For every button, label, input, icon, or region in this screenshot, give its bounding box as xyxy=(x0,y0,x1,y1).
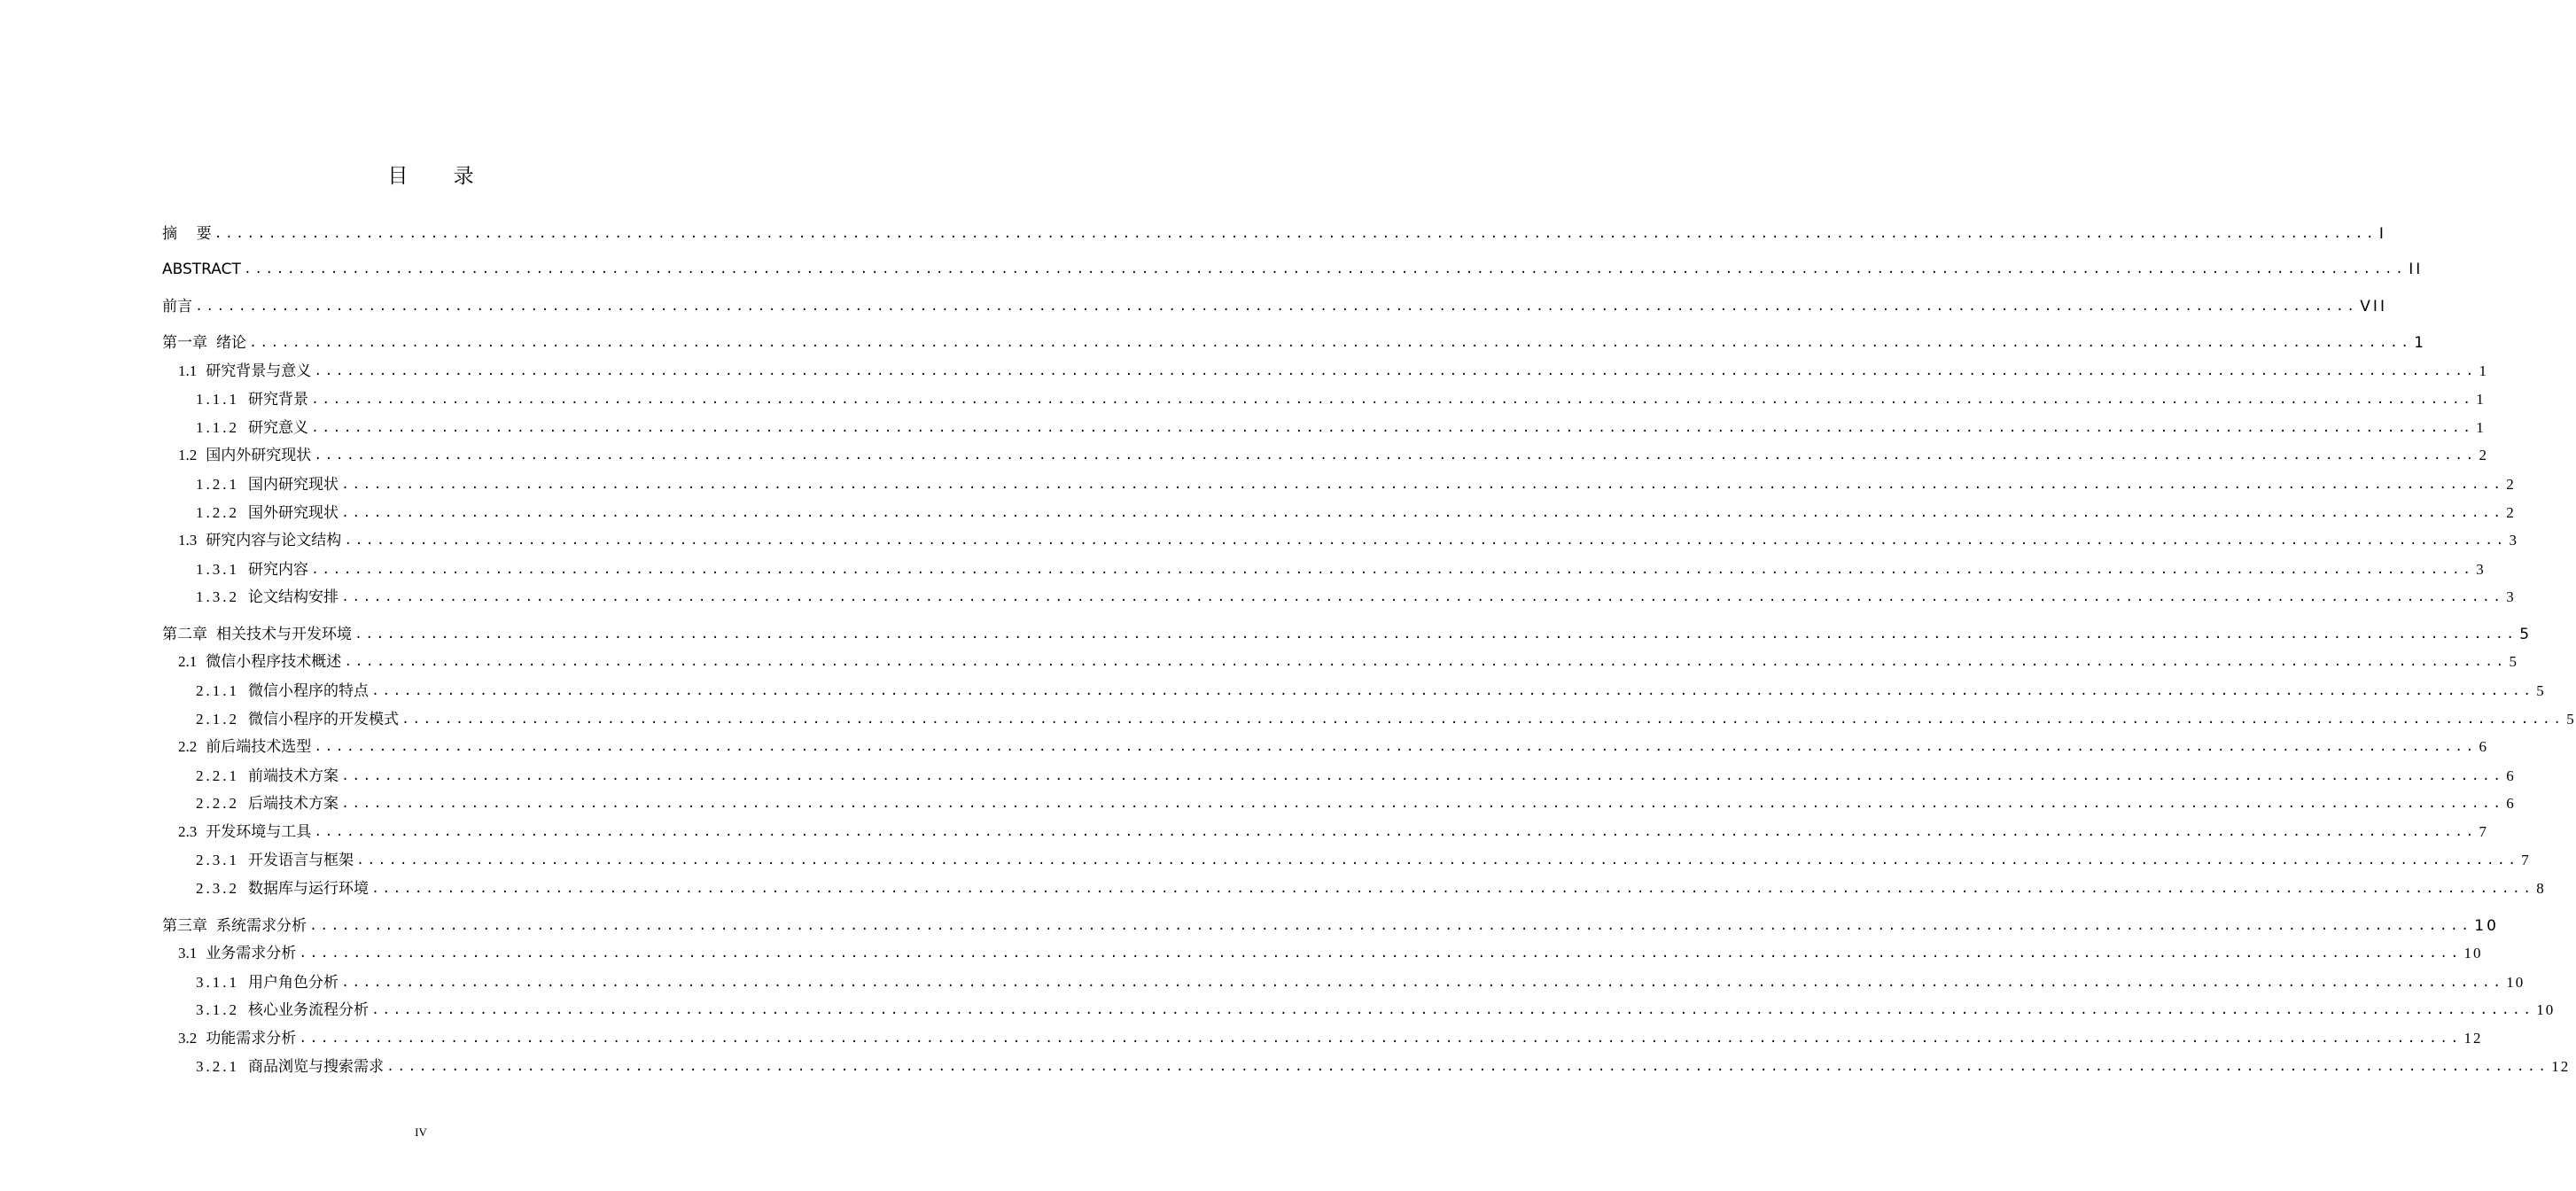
toc-entry-label: 摘 要 xyxy=(162,225,212,243)
toc-page-number: 3 xyxy=(2509,532,2519,549)
dot-leader: ........................................................................................................................................................................................................ xyxy=(311,563,2474,578)
toc-entry-label: 用户角色分析 xyxy=(248,974,339,991)
toc-entry-label: 系统需求分析 xyxy=(216,917,307,935)
toc-entry-label: 研究内容 xyxy=(248,561,308,578)
toc-entry-title xyxy=(196,997,369,1019)
toc-entry-title xyxy=(178,358,311,380)
dot-leader: ........................................................................................................................................................................................................ xyxy=(341,590,2504,605)
toc-entry-number: 2.1 xyxy=(178,653,198,670)
toc-page-number: 2 xyxy=(2506,504,2516,521)
toc-entry-title xyxy=(178,734,311,756)
toc-page-number: VII xyxy=(2360,298,2387,315)
toc-entry-label: 后端技术方案 xyxy=(248,795,339,812)
toc-entry-label: 研究背景与意义 xyxy=(206,362,312,379)
dot-leader: ........................................................................................................................................................................................................ xyxy=(341,478,2504,493)
toc-entry-number: 2.2.2 xyxy=(196,795,239,812)
toc-entry-label: 相关技术与开发环境 xyxy=(216,626,352,643)
toc-entry-number: 2.3 xyxy=(178,823,198,840)
toc-subsection-entry[interactable] xyxy=(196,998,2556,1019)
toc-entry-title xyxy=(162,221,212,243)
dot-leader: ........................................................................................................................................................................................................ xyxy=(341,506,2504,521)
toc-page-number: 3 xyxy=(2476,561,2486,578)
dot-leader: ........................................................................................................................................................................................................ xyxy=(341,769,2504,784)
toc-subsection-entry[interactable] xyxy=(196,707,2576,728)
toc-entry-label: 前后端技术选型 xyxy=(206,738,312,755)
dot-leader: ........................................................................................................................................................................................................ xyxy=(356,853,2519,868)
toc-page-number: 7 xyxy=(2521,852,2531,868)
toc-entry-title xyxy=(162,913,307,935)
toc-entry-title xyxy=(178,649,341,671)
toc-entry-label: ABSTRACT xyxy=(162,261,241,278)
toc-entry-title xyxy=(196,500,339,522)
toc-page-number: 10 xyxy=(2463,945,2483,961)
toc-page-number: 1 xyxy=(2414,334,2427,352)
toc-entry-title xyxy=(196,584,339,606)
toc-entry-number: 第一章 xyxy=(162,334,207,352)
toc-page-number: 12 xyxy=(2551,1058,2571,1075)
toc-entry-title xyxy=(162,261,241,278)
toc-entry-title xyxy=(162,621,352,643)
toc-entry-number: 2.2 xyxy=(178,738,198,755)
toc-entry-number: 3.1.2 xyxy=(196,1001,239,1018)
dot-leader: ........................................................................................................................................................................................................ xyxy=(243,262,2407,277)
toc-entry-title xyxy=(196,876,369,898)
toc-entry-label: 微信小程序技术概述 xyxy=(206,653,342,670)
toc-entry-label: 前言 xyxy=(162,298,192,315)
toc-page-number: 3 xyxy=(2506,588,2516,605)
dot-leader: ........................................................................................................................................................................................................ xyxy=(314,448,2477,463)
toc-entry-number: 1.2 xyxy=(178,447,198,463)
toc-entry-label: 开发环境与工具 xyxy=(206,823,312,840)
toc-entry-number: 2.3.2 xyxy=(196,880,239,897)
toc-entry-label: 功能需求分析 xyxy=(206,1030,297,1047)
toc-entry-label: 绪论 xyxy=(216,334,246,352)
toc-entry-title xyxy=(178,819,311,841)
toc-entry-number: 1.1.2 xyxy=(196,419,239,436)
toc-page-number: 1 xyxy=(2476,391,2486,408)
toc-entry-title xyxy=(196,415,308,437)
toc-entry-number: 1.3.2 xyxy=(196,588,239,605)
toc-entry-number: 1.1.1 xyxy=(196,391,239,408)
toc-entry-label: 微信小程序的开发模式 xyxy=(248,711,399,728)
dot-leader: ........................................................................................................................................................................................................ xyxy=(249,336,2412,351)
toc-subsection-entry[interactable] xyxy=(196,1055,2571,1076)
dot-leader: ........................................................................................................................................................................................................ xyxy=(314,740,2477,755)
toc-subsection-entry[interactable] xyxy=(196,970,2525,992)
dot-leader: ........................................................................................................................................................................................................ xyxy=(314,825,2477,840)
toc-page-number: 8 xyxy=(2536,880,2546,897)
toc-chapter-entry[interactable] xyxy=(162,331,2427,352)
toc-section-entry[interactable] xyxy=(178,941,2483,962)
toc-page-number: 6 xyxy=(2506,767,2516,784)
dot-leader: ........................................................................................................................................................................................................ xyxy=(344,655,2507,670)
toc-page-number: 6 xyxy=(2506,795,2516,812)
toc-entry-title xyxy=(162,330,246,352)
toc-entry-number: 3.1 xyxy=(178,945,198,961)
dot-leader: ........................................................................................................................................................................................................ xyxy=(371,1003,2534,1018)
dot-leader: ........................................................................................................................................................................................................ xyxy=(344,533,2507,549)
toc-page-number: 2 xyxy=(2506,476,2516,493)
toc-entry-title xyxy=(196,471,339,494)
toc-page-number: 5 xyxy=(2519,626,2533,643)
toc-entry-number: 3.2 xyxy=(178,1030,198,1047)
toc-entry-title xyxy=(178,1025,296,1047)
toc-entry-title xyxy=(196,386,308,409)
toc-entry-label: 论文结构安排 xyxy=(248,588,339,605)
dot-leader: ........................................................................................................................................................................................................ xyxy=(309,919,2472,934)
toc-entry-title xyxy=(178,442,311,464)
toc-section-entry[interactable] xyxy=(178,359,2489,380)
toc-entry-label: 研究意义 xyxy=(248,419,308,436)
toc-entry-label: 数据库与运行环境 xyxy=(248,880,369,897)
dot-leader: ........................................................................................................................................................................................................ xyxy=(314,364,2477,379)
toc-entry-label: 研究内容与论文结构 xyxy=(206,532,342,549)
toc-section-entry[interactable] xyxy=(178,528,2519,549)
dot-leader: ........................................................................................................................................................................................................ xyxy=(401,712,2564,728)
dot-leader: ........................................................................................................................................................................................................ xyxy=(371,684,2534,699)
toc-section-entry[interactable] xyxy=(178,820,2489,841)
toc-subsection-entry[interactable] xyxy=(196,876,2546,898)
toc-entry-number: 2.1.2 xyxy=(196,711,239,728)
toc-entry-label: 国内研究现状 xyxy=(248,476,339,493)
toc-entry-title xyxy=(196,969,339,992)
toc-entry-number: 2.1.1 xyxy=(196,682,239,699)
dot-leader: ........................................................................................................................................................................................................ xyxy=(299,946,2462,961)
toc-entry-number: 1.3 xyxy=(178,532,198,549)
dot-leader: ........................................................................................................................................................................................................ xyxy=(386,1060,2549,1075)
toc-page-number: 1 xyxy=(2479,362,2489,379)
dot-leader: ........................................................................................................................................................................................................ xyxy=(354,627,2518,642)
toc-entry-number: 1.2.2 xyxy=(196,504,239,521)
toc-entry-title xyxy=(196,847,354,869)
dot-leader: ........................................................................................................................................................................................................ xyxy=(311,393,2474,408)
toc-section-entry[interactable] xyxy=(178,650,2519,671)
toc-subsection-entry[interactable] xyxy=(196,585,2516,606)
toc-entry-title xyxy=(196,790,339,813)
toc-page-number: 5 xyxy=(2509,653,2519,670)
toc-entry-number: 3.2.1 xyxy=(196,1058,239,1075)
toc-page-number: 5 xyxy=(2566,711,2576,728)
dot-leader: ........................................................................................................................................................................................................ xyxy=(341,797,2504,812)
toc-entry-number: 1.1 xyxy=(178,362,198,379)
toc-entry-title xyxy=(178,527,341,549)
toc-page-number: I xyxy=(2378,225,2386,243)
toc-entry-number: 3.1.1 xyxy=(196,974,239,991)
toc-chapter-entry[interactable] xyxy=(162,257,2424,278)
toc-entry-title xyxy=(162,293,192,315)
toc-page-number: 10 xyxy=(2474,917,2499,935)
toc-subsection-entry[interactable] xyxy=(196,764,2516,785)
toc-page-number: 10 xyxy=(2506,974,2525,991)
page-title: 目 录 xyxy=(387,165,494,188)
toc-entry-label: 核心业务流程分析 xyxy=(248,1001,369,1018)
toc-chapter-entry[interactable] xyxy=(162,222,2386,243)
toc-entry-number: 第三章 xyxy=(162,917,207,935)
toc-entry-number: 第二章 xyxy=(162,626,207,643)
toc-subsection-entry[interactable] xyxy=(196,501,2516,522)
toc-entry-title xyxy=(196,557,308,579)
toc-page-number: II xyxy=(2409,261,2424,278)
toc-page-number: 7 xyxy=(2479,823,2489,840)
toc-entry-title xyxy=(178,940,296,962)
toc-section-entry[interactable] xyxy=(178,443,2489,464)
toc-section-entry[interactable] xyxy=(178,1026,2483,1047)
toc-page-number: 5 xyxy=(2536,682,2546,699)
toc-page-number: 10 xyxy=(2536,1001,2556,1018)
toc-page-number: 6 xyxy=(2479,738,2489,755)
toc-chapter-entry[interactable] xyxy=(162,914,2499,935)
toc-entry-label: 商品浏览与搜索需求 xyxy=(248,1058,384,1075)
toc-entry-number: 2.2.1 xyxy=(196,767,239,784)
toc-entry-title xyxy=(196,763,339,785)
dot-leader: ........................................................................................................................................................................................................ xyxy=(195,300,2358,315)
toc-subsection-entry[interactable] xyxy=(196,387,2486,409)
toc-entry-title xyxy=(196,706,399,728)
dot-leader: ........................................................................................................................................................................................................ xyxy=(311,421,2474,436)
toc-subsection-entry[interactable] xyxy=(196,557,2486,579)
toc-entry-label: 开发语言与框架 xyxy=(248,852,354,868)
toc-entry-label: 前端技术方案 xyxy=(248,767,339,784)
toc-subsection-entry[interactable] xyxy=(196,472,2516,494)
dot-leader: ........................................................................................................................................................................................................ xyxy=(341,976,2504,991)
toc-entry-title xyxy=(196,678,369,700)
toc-entry-title xyxy=(196,1054,384,1076)
toc-page-number: 1 xyxy=(2476,419,2486,436)
dot-leader: ........................................................................................................................................................................................................ xyxy=(299,1031,2462,1047)
toc-entry-number: 2.3.1 xyxy=(196,852,239,868)
page-number-footer: IV xyxy=(415,1125,427,1139)
dot-leader: ........................................................................................................................................................................................................ xyxy=(214,227,2377,242)
toc-chapter-entry[interactable] xyxy=(162,622,2533,643)
toc-entry-label: 微信小程序的特点 xyxy=(248,682,369,699)
toc-section-entry[interactable] xyxy=(178,735,2489,756)
toc-entry-label: 国内外研究现状 xyxy=(206,447,312,463)
toc-entry-number: 1.2.1 xyxy=(196,476,239,493)
toc-subsection-entry[interactable] xyxy=(196,679,2546,700)
toc-entry-label: 研究背景 xyxy=(248,391,308,408)
toc-subsection-entry[interactable] xyxy=(196,848,2531,869)
toc-page-number: 12 xyxy=(2463,1030,2483,1047)
toc-subsection-entry[interactable] xyxy=(196,791,2516,813)
dot-leader: ........................................................................................................................................................................................................ xyxy=(371,882,2534,897)
toc-entry-number: 1.3.1 xyxy=(196,561,239,578)
toc-entry-label: 国外研究现状 xyxy=(248,504,339,521)
toc-subsection-entry[interactable] xyxy=(196,416,2486,437)
toc-page-number: 2 xyxy=(2479,447,2489,463)
toc-entry-label: 业务需求分析 xyxy=(206,945,297,961)
toc-chapter-entry[interactable] xyxy=(162,294,2387,315)
